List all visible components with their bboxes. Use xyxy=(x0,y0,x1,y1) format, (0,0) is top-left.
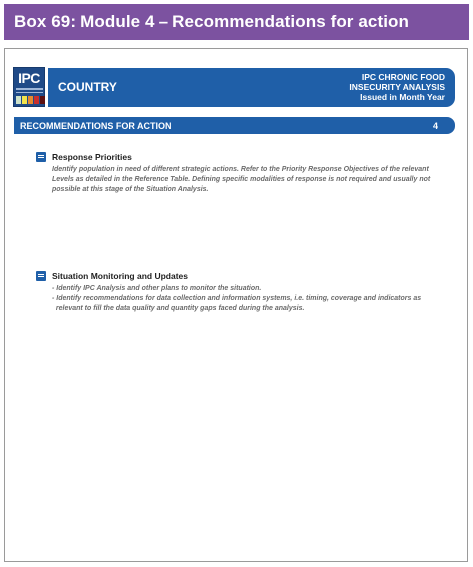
situation-monitoring-icon xyxy=(36,271,46,281)
analysis-title-line-1: IPC CHRONIC FOOD xyxy=(361,72,445,82)
ipc-logo-text: IPC xyxy=(18,70,40,86)
situation-monitoring-title: Situation Monitoring and Updates xyxy=(52,271,188,281)
analysis-info xyxy=(349,72,445,102)
box-label: Box 69: xyxy=(14,12,77,31)
section-title: RECOMMENDATIONS FOR ACTION xyxy=(20,121,172,131)
module-label: Module 4 xyxy=(80,12,155,31)
situation-monitoring-line-1: - Identify IPC Analysis and other plans to monitor the situation. xyxy=(52,285,262,292)
response-priorities-body xyxy=(52,165,447,195)
response-priorities-line-2: Levels as detailed in the Reference Table. Defining specific modalities of response is not required and usually not xyxy=(52,176,431,183)
response-priorities-section xyxy=(36,152,446,212)
ipc-phase-swatches xyxy=(16,96,45,104)
box-header xyxy=(4,4,469,40)
response-priorities-title: Response Priorities xyxy=(52,152,132,162)
situation-monitoring-body xyxy=(52,284,447,314)
ipc-logo-rule xyxy=(16,88,43,90)
ipc-logo-rule-2 xyxy=(16,92,43,93)
issued-date: Issued in Month Year xyxy=(360,92,445,102)
situation-monitoring-line-3: relevant to fill the data quality and quantity gaps faced during the analysis. xyxy=(52,305,305,312)
response-priorities-line-1: Identify population in need of different strategic actions. Refer to the Priority Response Objectives of the relevant xyxy=(52,166,429,173)
situation-monitoring-line-2: - Identify recommendations for data collection and information systems, i.e. timing, coverage and indicators as xyxy=(52,295,422,302)
response-priorities-line-3: possible at this stage of the Situation Analysis. xyxy=(52,186,209,193)
country-banner xyxy=(48,68,455,107)
situation-monitoring-section xyxy=(36,271,446,331)
section-bar xyxy=(14,117,455,134)
country-name: COUNTRY xyxy=(58,80,117,94)
phase-swatch-4 xyxy=(34,96,39,104)
phase-swatch-2 xyxy=(22,96,27,104)
phase-swatch-1 xyxy=(16,96,21,104)
phase-swatch-5 xyxy=(40,96,45,104)
section-number: 4 xyxy=(432,121,438,131)
header-title: Recommendations for action xyxy=(172,12,410,31)
phase-swatch-3 xyxy=(28,96,33,104)
header-separator: – xyxy=(158,12,169,31)
response-priorities-icon xyxy=(36,152,46,162)
analysis-title-line-2: INSECURITY ANALYSIS xyxy=(349,82,445,92)
ipc-logo xyxy=(13,67,45,107)
